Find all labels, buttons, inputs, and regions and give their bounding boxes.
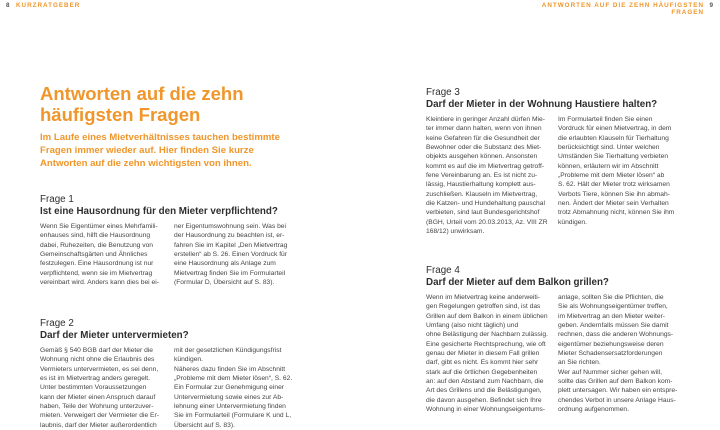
right-running-title: ANTWORTEN AUF DIE ZEHN HÄUFIGSTEN FRAGEN	[541, 2, 704, 16]
page-title: Antworten auf die zehn häufigsten Fragen	[40, 83, 244, 125]
question-2-answer-col1: Gemäß § 540 BGB darf der Mieter die Wohnung nicht ohne die Erlaubnis des Vermieters untervermieten, es sei denn, es ist im Mietvertrag anders geregelt. Unter bestimmten Voraussetzungen kann der Mieter einen Anspruch darauf haben, Teile der Wohnung unterzuver- mieten. Verweigert der Vermieter die Er- laubnis, darf der Mieter außerordentlich	[40, 347, 159, 429]
question-1-number: Frage 1	[40, 194, 74, 205]
question-3-heading	[426, 87, 716, 110]
question-3-answer-col2: Im Formularteil finden Sie einen Vordruck für einen Mietvertrag, in dem die erlaubten Klauseln für Tierhaltung berücksichtigt sind. Unter welchen Umständen Sie Tierhaltung verbieten können, erläutern wir im Abschnitt „Probleme mit dem Mieter lösen“ ab S. 62. Hält der Mieter trotz wirksamen Verbots Tiere, können Sie ihn abmah- nen. Ändert der Mieter sein Verhalten trotz Abmahnung nicht, können Sie ihm kündigen.	[558, 116, 675, 226]
question-3-title: Darf der Mieter in der Wohnung Haustiere halten?	[426, 98, 658, 110]
intro-lead: Im Laufe eines Mietverhältnisses tauchen bestimmte Fragen immer wieder auf. Hier finden Sie kurze Antworten auf die zehn wichtigsten von ihnen.	[40, 132, 280, 169]
question-1-answer-col2: ner Eigentumswohnung sein. Was bei der Hausordnung zu beachten ist, er- fahren Sie im Kapitel „Den Mietvertrag erstellen“ ab S. 26. Einen Vordruck für eine Hausordnung als Anlage zum Mietvertrag finden Sie im Formularteil (Formular D, Übersicht auf S. 83).	[174, 223, 288, 287]
question-1-title: Ist eine Hausordnung für den Mieter verpflichtend?	[40, 205, 278, 217]
question-2-heading	[40, 318, 330, 341]
question-4-answer-col2: anlage, sollten Sie die Pflichten, die Sie als Wohnungseigentümer treffen, im Mietvertrag an den Mieter weiter- geben. Andernfalls müssen Sie damit rechnen, dass die anderen Wohnungs- eigentümer beziehungsweise deren Mieter Schadensersatzforderungen an Sie richten. Wer auf Nummer sicher gehen will, sollte das Grillen auf dem Balkon kom- plett untersagen. Wir haben ein entspre- chendes Verbot in unsere Anlage Haus- ordnung aufgenommen.	[558, 294, 678, 414]
question-3-number: Frage 3	[426, 87, 460, 98]
question-2-answer-col2: mit der gesetzlichen Kündigungsfrist kündigen. Näheres dazu finden Sie im Abschnitt „Probleme mit dem Mieter lösen“, S. 62. Ein Formular zur Genehmigung einer Untervermietung sowie eines zur Ab- lehnung einer Untervermietung finden Sie im Formularteil (Formulare K und L, Übersicht auf S. 83).	[174, 347, 293, 429]
question-3-answer-col1: Kleintiere in geringer Anzahl dürfen Mie- ter immer dann halten, wenn von ihnen keine Gefahren für die Gesundheit der Bewohner oder die Substanz des Miet- objekts ausgehen können. Ansonsten kommt es auf die im Mietvertrag getroff- fene Vereinbarung an. Es ist nicht zu- lässig, Haustierhaltung komplett aus- zuschließen. Klauseln im Mietvertrag, die Katzen- und Hundehaltung pauschal verbieten, sind laut Bundesgerichtshof (BGH, Urteil vom 20.03.2013, Az. VIII ZR 168/12) unwirksam.	[426, 116, 548, 236]
question-4-heading	[426, 265, 716, 288]
question-4-number: Frage 4	[426, 265, 460, 276]
question-4-title: Darf der Mieter auf dem Balkon grillen?	[426, 276, 609, 288]
question-2-title: Darf der Mieter untervermieten?	[40, 329, 189, 341]
question-1-answer-col1: Wenn Sie Eigentümer eines Mehrfamili- enhauses sind, hilft die Hausordnung dabei, Ruhezeiten, die Benutzung von Gemeinschaftsgärten und Ähnliches festzulegen. Eine Hausordnung ist nur verpflichtend, wenn sie im Mietvertrag vereinbart wird. Anders kann dies bei ei-	[40, 223, 159, 287]
left-page-number: 8	[6, 2, 11, 9]
question-2-number: Frage 2	[40, 318, 74, 329]
left-running-title: KURZRATGEBER	[16, 2, 81, 9]
question-4-answer-col1: Wenn im Mietvertrag keine anderweiti- gen Regelungen getroffen sind, ist das Grillen auf dem Balkon in einem üblichen Umfang (also nicht täglich) und ohne Belästigung der Nachbarn zulässig. Eine gesicherte Rechtsprechung, wie oft genau der Mieter in diesem Fall grillen darf, gibt es nicht. Es kommt hier sehr stark auf die örtlichen Gegebenheiten an: auf den Abstand zum Nachbarn, die Art des Grillens und die Belästigungen, die davon ausgehen. Befindet sich Ihre Wohnung in einer Wohnungseigentums-	[426, 294, 548, 414]
question-1-heading	[40, 194, 330, 217]
right-page-number: 9	[709, 2, 714, 9]
